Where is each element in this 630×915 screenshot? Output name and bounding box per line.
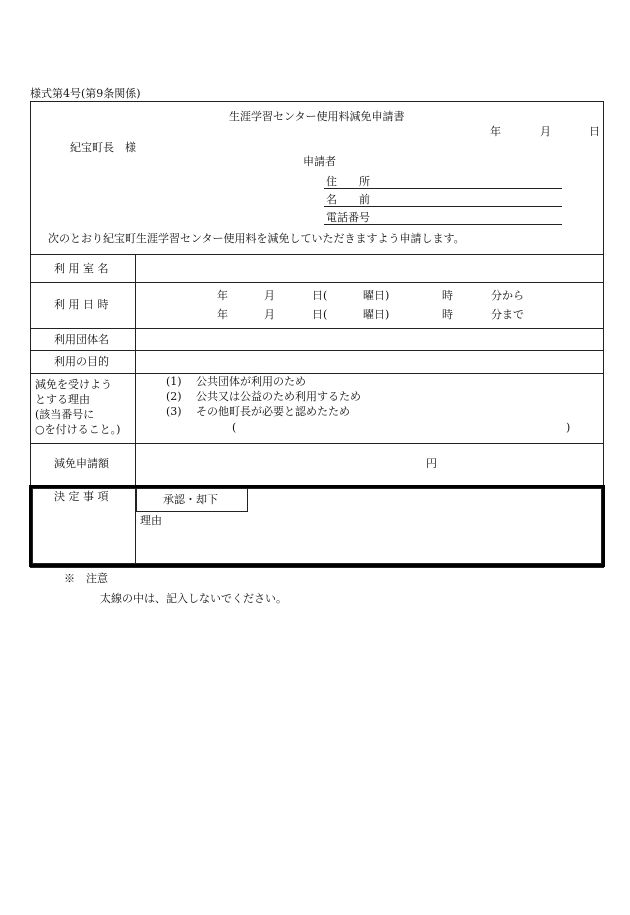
reason-label-line: (該当番号に (35, 408, 95, 421)
dt-year: 年 (217, 289, 228, 302)
address-label: 住 所 (326, 175, 370, 188)
decision-label: 決 定 事 項 (54, 490, 109, 503)
row-line (30, 373, 604, 374)
dt-hour: 時 (442, 289, 453, 302)
approval-text: 承認・却下 (163, 493, 218, 506)
other-reason-input[interactable] (240, 420, 560, 436)
name-label: 名 前 (326, 193, 370, 206)
decision-reason-label: 理由 (140, 514, 162, 527)
note-heading: ※ 注意 (64, 572, 108, 585)
addressee: 紀宝町長 様 (70, 141, 136, 154)
amount-label: 減免申請額 (54, 457, 109, 470)
phone-label: 電話番号 (326, 211, 370, 224)
other-reason-open-paren: ( (232, 421, 237, 434)
note-text: 太線の中は、記入しないでください。 (100, 592, 287, 605)
room-input[interactable] (136, 255, 603, 282)
group-input[interactable] (136, 329, 603, 350)
datetime-label: 利 用 日 時 (54, 298, 109, 311)
reason-option[interactable]: 公共又は公益のため利用するため (196, 390, 361, 403)
form-number: 様式第4号(第9条関係) (30, 87, 141, 100)
room-label: 利 用 室 名 (54, 262, 109, 275)
date-month-label: 月 (540, 125, 551, 138)
dt-from: 分から (491, 289, 524, 302)
dt-day: 日( (312, 289, 328, 302)
reason-number: (2) (166, 390, 182, 403)
reason-label-line: ○を付けること。) (35, 423, 121, 436)
yen-unit: 円 (426, 457, 437, 470)
dt-month: 月 (264, 289, 275, 302)
dt-day: 日( (312, 308, 328, 321)
phone-input-line[interactable] (324, 224, 562, 225)
row-line (30, 282, 604, 283)
name-input-line[interactable] (324, 206, 562, 207)
purpose-input[interactable] (136, 351, 603, 373)
dt-year: 年 (217, 308, 228, 321)
dt-until: 分まで (491, 308, 524, 321)
dt-hour: 時 (442, 308, 453, 321)
reason-option[interactable]: 公共団体が利用のため (196, 375, 306, 388)
reason-option[interactable]: その他町長が必要と認めたため (196, 405, 350, 418)
reason-number: (1) (166, 375, 182, 388)
date-day-label: 日 (589, 125, 600, 138)
official-use-inner-frame (32, 488, 602, 564)
form-title: 生涯学習センター使用料減免申請書 (229, 110, 405, 123)
request-text: 次のとおり紀宝町生涯学習センター使用料を減免していただきますよう申請します。 (48, 232, 465, 245)
group-label: 利用団体名 (54, 333, 109, 346)
dt-weekday: 曜日) (363, 289, 390, 302)
purpose-label: 利用の目的 (54, 355, 109, 368)
amount-input[interactable] (136, 444, 603, 484)
reason-label-line: 減免を受けよう (35, 378, 112, 391)
dt-weekday: 曜日) (363, 308, 390, 321)
date-year-label: 年 (490, 125, 501, 138)
address-input-line[interactable] (324, 188, 562, 189)
reason-label-line: とする理由 (35, 393, 90, 406)
applicant-label: 申請者 (303, 155, 336, 168)
other-reason-close-paren: ) (566, 421, 571, 434)
reason-number: (3) (166, 405, 182, 418)
dt-month: 月 (264, 308, 275, 321)
